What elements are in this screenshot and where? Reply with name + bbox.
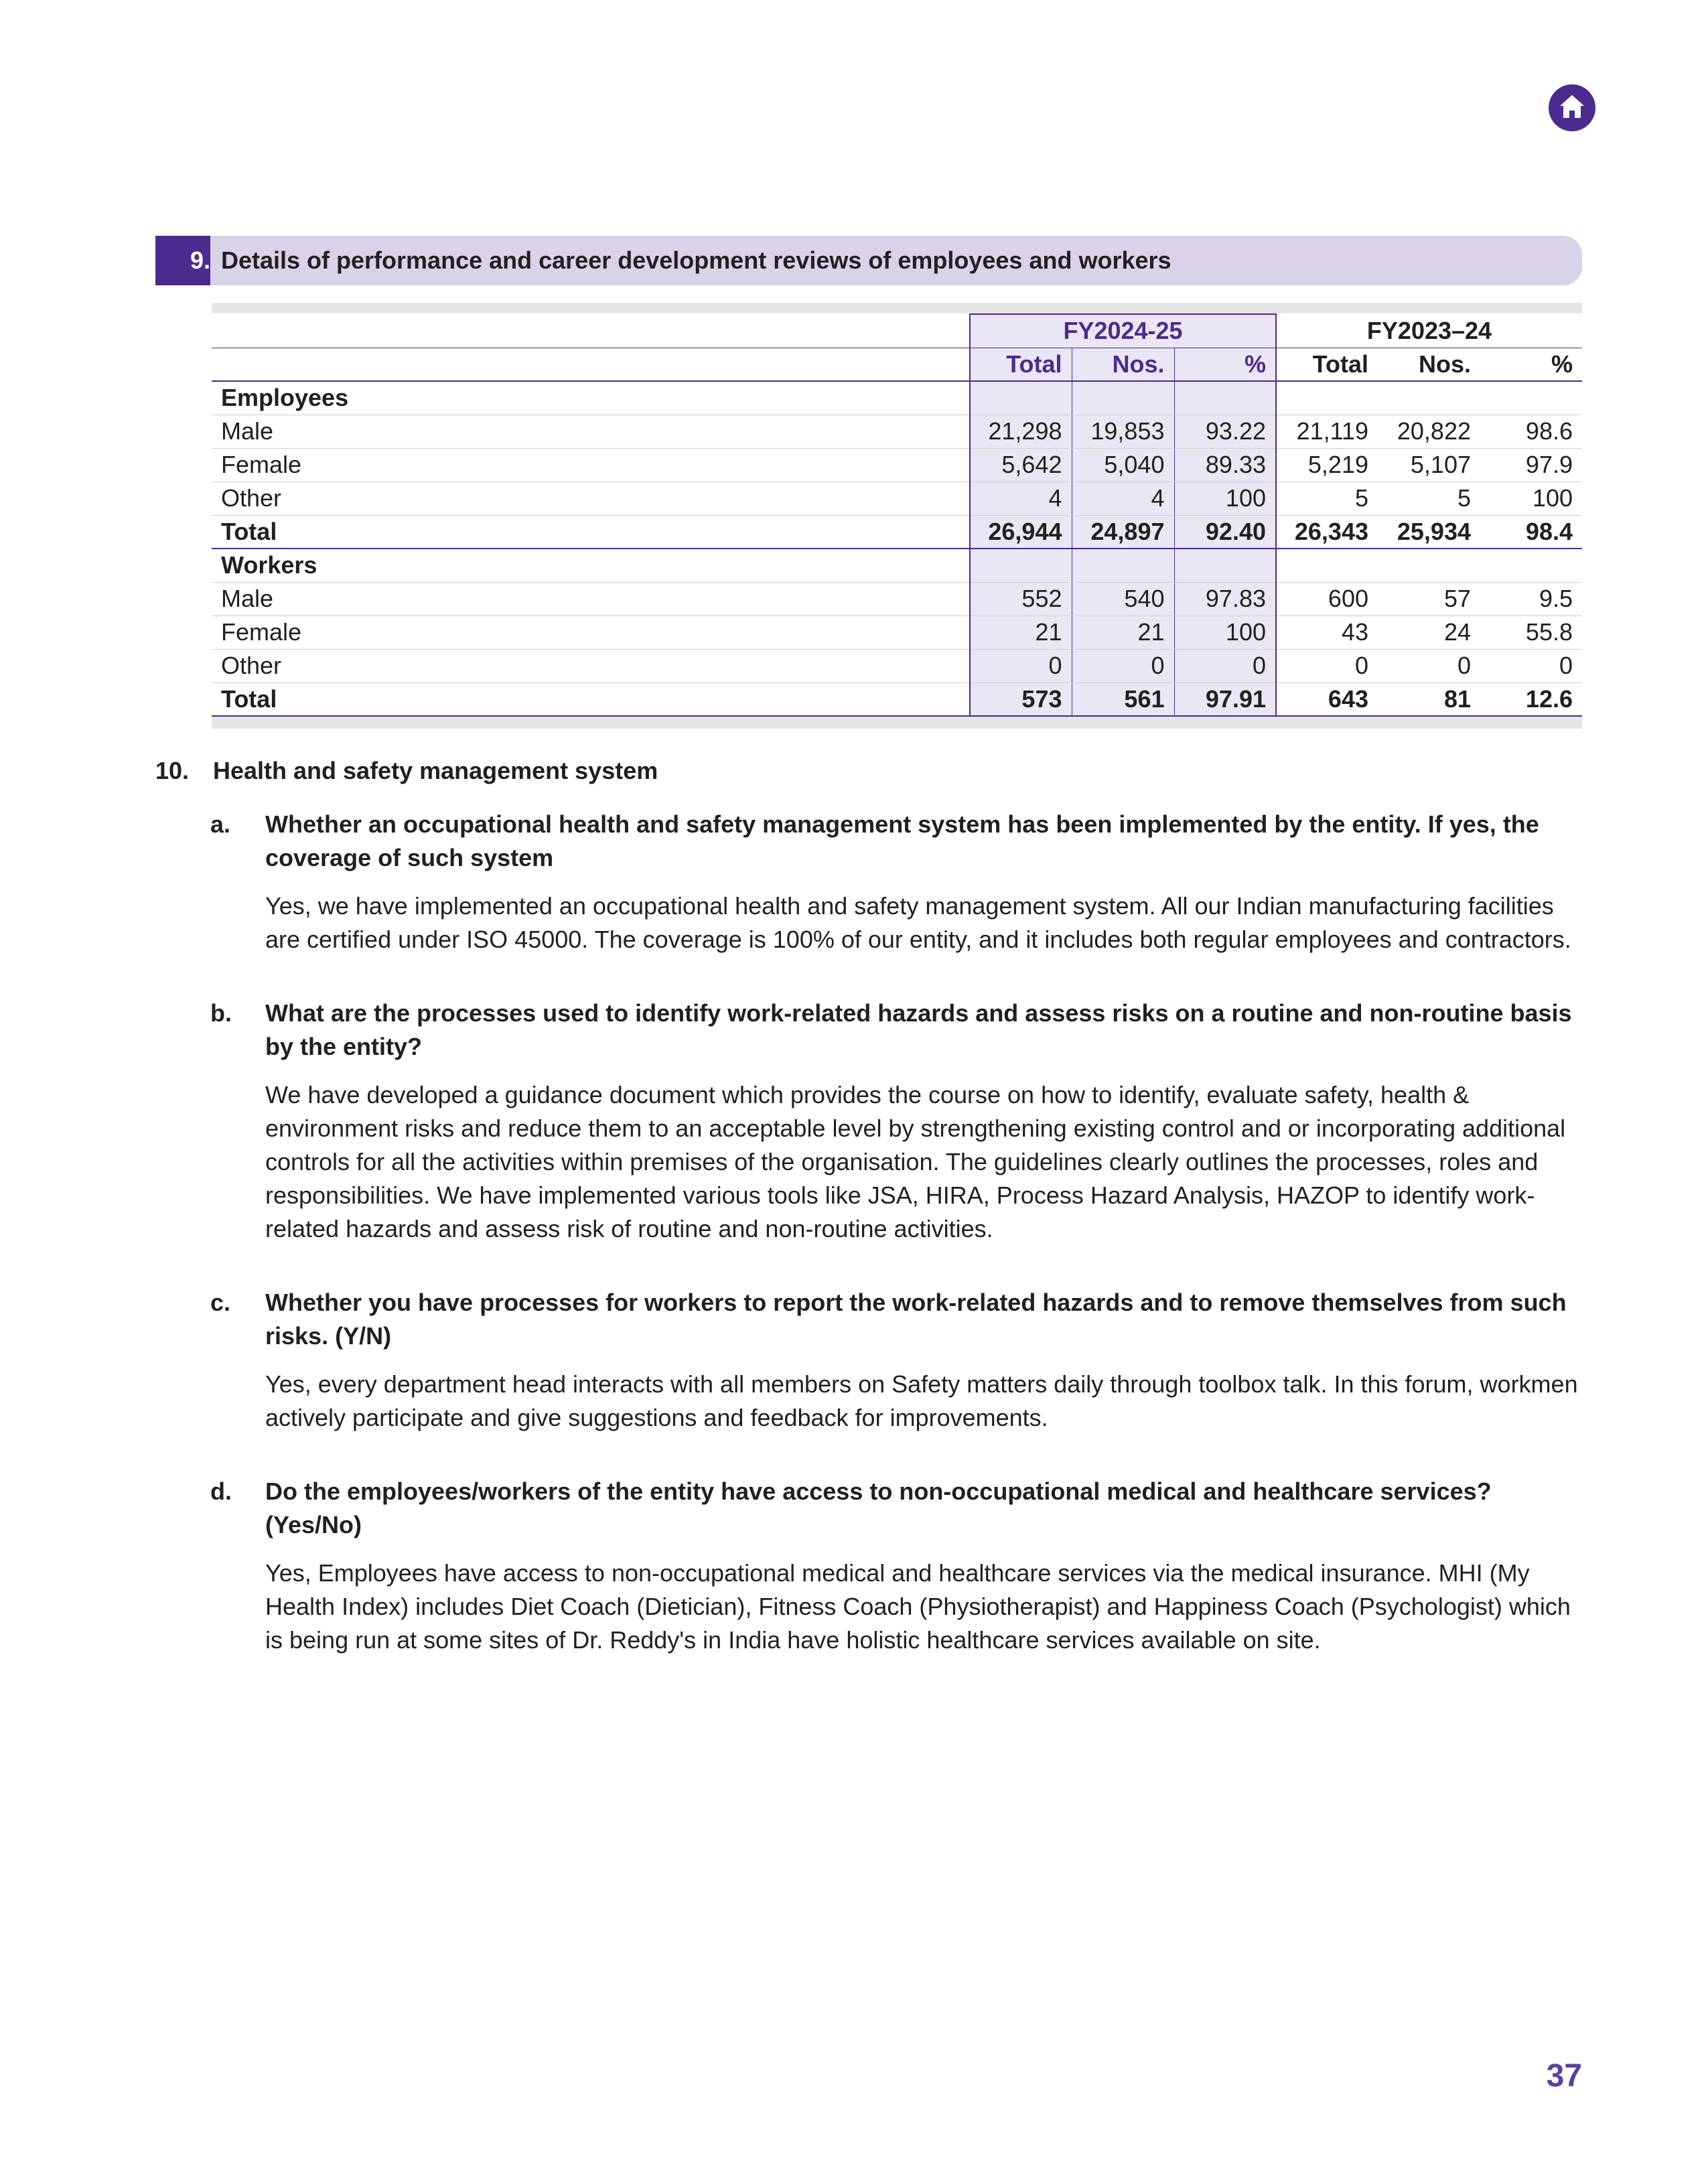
cell: 0 — [1072, 649, 1174, 682]
cell: 89.33 — [1174, 448, 1276, 482]
cell: 25,934 — [1378, 515, 1480, 549]
cell: 4 — [970, 482, 1072, 515]
cell: 540 — [1072, 582, 1174, 616]
row-label: Total — [212, 515, 970, 549]
col-header: Total — [970, 348, 1072, 381]
cell: 92.40 — [1174, 515, 1276, 549]
group-label: Employees — [212, 381, 970, 415]
col-header: Nos. — [1072, 348, 1174, 381]
question-letter: c. — [210, 1289, 231, 1316]
col-header: % — [1480, 348, 1582, 381]
section-number: 9. — [155, 236, 210, 285]
table-top-band — [212, 303, 1582, 313]
question-text: What are the processes used to identify work-related hazards and assess risks on a routine and non-routine basis by the entity? — [265, 999, 1572, 1060]
cell: 93.22 — [1174, 415, 1276, 448]
cell: 55.8 — [1480, 616, 1582, 649]
row-label: Female — [212, 448, 970, 482]
cell: 561 — [1072, 682, 1174, 716]
year-header-current: FY2024-25 — [970, 314, 1276, 348]
year-header-previous: FY2023–24 — [1276, 314, 1582, 348]
cell: 43 — [1276, 616, 1378, 649]
cell: 5,642 — [970, 448, 1072, 482]
reviews-table — [212, 303, 1582, 729]
question-b — [210, 997, 1582, 1246]
question-d — [210, 1475, 1582, 1657]
group-row-employees — [212, 381, 1582, 415]
group-label: Workers — [212, 549, 970, 582]
question-letter: d. — [210, 1478, 232, 1505]
table-total-row — [212, 515, 1582, 549]
cell: 97.91 — [1174, 682, 1276, 716]
cell: 5,040 — [1072, 448, 1174, 482]
cell: 24,897 — [1072, 515, 1174, 549]
answer-text: Yes, Employees have access to non-occupational medical and healthcare services via the medical insurance. MHI (My Health Index) includes Diet Coach (Dietician), Fitness Coach (Physiotherapist) and Happiness Coach (Psychologist) which is being run at some sites of Dr. Reddy's in India have holistic healthcare services available on site. — [265, 1559, 1571, 1654]
cell: 98.6 — [1480, 415, 1582, 448]
question-text: Do the employees/workers of the entity have access to non-occupational medical and healthcare services? (Yes/No) — [265, 1478, 1492, 1538]
table-row — [212, 415, 1582, 448]
section-10 — [155, 757, 1582, 1657]
home-icon — [1557, 92, 1587, 122]
row-label: Female — [212, 616, 970, 649]
row-label: Male — [212, 415, 970, 448]
row-label: Other — [212, 649, 970, 682]
cell: 5 — [1378, 482, 1480, 515]
cell: 97.9 — [1480, 448, 1582, 482]
table-total-row — [212, 682, 1582, 716]
cell: 81 — [1378, 682, 1480, 716]
answer-text: Yes, we have implemented an occupational health and safety management system. All our Indian manufacturing facilities are certified under ISO 45000. The coverage is 100% of our entity, and it includes both regular employees and contractors. — [265, 892, 1571, 953]
table-row — [212, 482, 1582, 515]
cell: 21,119 — [1276, 415, 1378, 448]
section-title: Health and safety management system — [213, 757, 658, 784]
table-row — [212, 616, 1582, 649]
cell: 21 — [1072, 616, 1174, 649]
page-number: 37 — [1546, 2058, 1582, 2094]
cell: 98.4 — [1480, 515, 1582, 549]
table-row — [212, 582, 1582, 616]
cell: 21,298 — [970, 415, 1072, 448]
cell: 12.6 — [1480, 682, 1582, 716]
question-letter: a. — [210, 810, 231, 838]
row-label: Male — [212, 582, 970, 616]
cell: 5 — [1276, 482, 1378, 515]
group-row-workers — [212, 549, 1582, 582]
question-c — [210, 1286, 1582, 1435]
cell: 19,853 — [1072, 415, 1174, 448]
table-bottom-band — [212, 717, 1582, 729]
cell: 100 — [1174, 616, 1276, 649]
cell: 0 — [1174, 649, 1276, 682]
year-header-row — [212, 314, 1582, 348]
cell: 9.5 — [1480, 582, 1582, 616]
cell: 573 — [970, 682, 1072, 716]
home-button[interactable] — [1549, 84, 1595, 131]
cell: 0 — [970, 649, 1072, 682]
cell: 100 — [1174, 482, 1276, 515]
cell: 26,944 — [970, 515, 1072, 549]
col-header: Nos. — [1378, 348, 1480, 381]
cell: 600 — [1276, 582, 1378, 616]
cell: 0 — [1276, 649, 1378, 682]
section-10-heading — [155, 757, 1582, 797]
answer-text: We have developed a guidance document which provides the course on how to identify, evaluate safety, health & environment risks and reduce them to an acceptable level by strengthening existing control and or incorporating additional controls for all the activities within premises of the organisation. The guidelines clearly outlines the processes, roles and responsibilities. We have implemented various tools like JSA, HIRA, Process Hazard Analysis, HAZOP to identify work-related hazards and assess risk of routine and non-routine activities. — [265, 1081, 1566, 1242]
section-number: 10. — [155, 757, 190, 784]
section-9-header — [155, 236, 1582, 285]
cell: 20,822 — [1378, 415, 1480, 448]
column-header-row — [212, 348, 1582, 381]
question-text: Whether you have processes for workers to report the work-related hazards and to remove themselves from such risks. (Y/N) — [265, 1289, 1567, 1350]
question-a — [210, 808, 1582, 956]
cell: 5,219 — [1276, 448, 1378, 482]
question-letter: b. — [210, 999, 232, 1027]
cell: 97.83 — [1174, 582, 1276, 616]
cell: 552 — [970, 582, 1072, 616]
answer-text: Yes, every department head interacts with all members on Safety matters daily through toolbox talk. In this forum, workmen actively participate and give suggestions and feedback for improvements. — [265, 1370, 1578, 1431]
section-title: Details of performance and career development reviews of employees and workers — [210, 236, 1582, 285]
cell: 0 — [1480, 649, 1582, 682]
row-label: Other — [212, 482, 970, 515]
cell: 5,107 — [1378, 448, 1480, 482]
cell: 26,343 — [1276, 515, 1378, 549]
cell: 4 — [1072, 482, 1174, 515]
table-row — [212, 448, 1582, 482]
table-row — [212, 649, 1582, 682]
question-text: Whether an occupational health and safety management system has been implemented by the entity. If yes, the coverage of such system — [265, 810, 1539, 871]
col-header: % — [1174, 348, 1276, 381]
cell: 0 — [1378, 649, 1480, 682]
cell: 24 — [1378, 616, 1480, 649]
cell: 21 — [970, 616, 1072, 649]
cell: 100 — [1480, 482, 1582, 515]
cell: 57 — [1378, 582, 1480, 616]
row-label: Total — [212, 682, 970, 716]
cell: 643 — [1276, 682, 1378, 716]
col-header: Total — [1276, 348, 1378, 381]
